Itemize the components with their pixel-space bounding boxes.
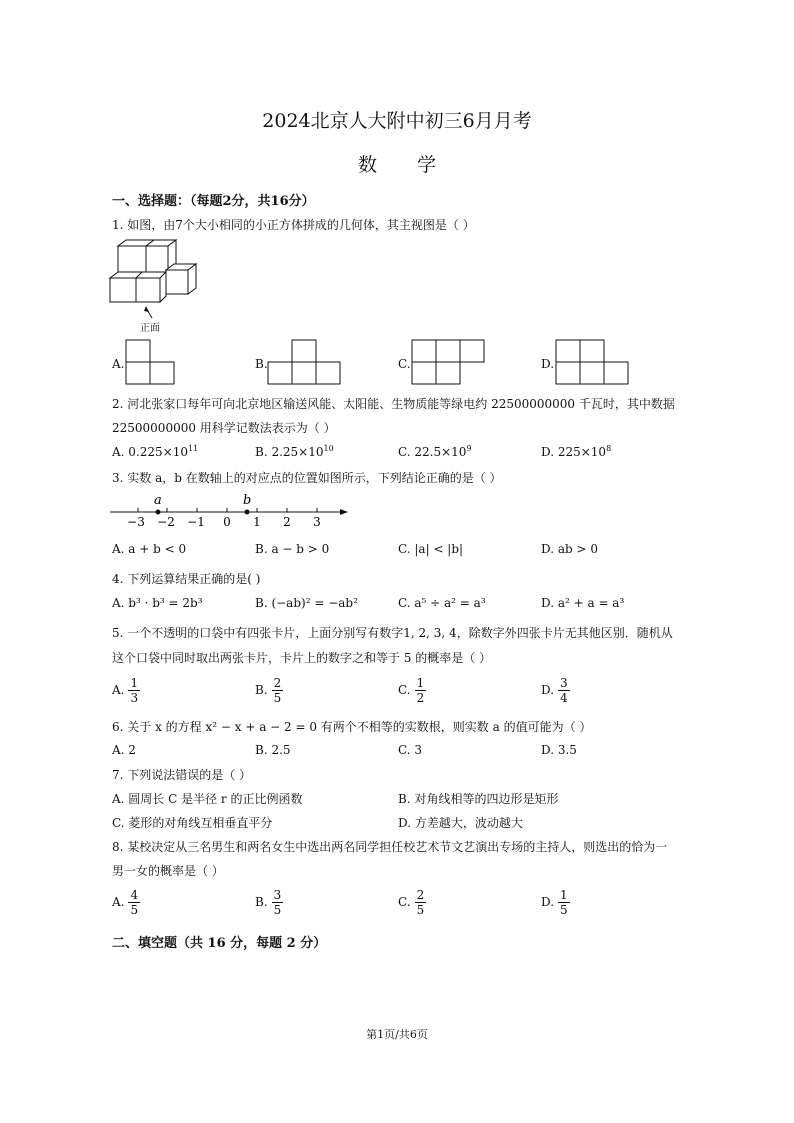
- point-b-label: b: [243, 493, 252, 508]
- q2-option-d[interactable]: D. $225\times 10^8$: [541, 444, 612, 459]
- q1-option-d-figure[interactable]: [554, 338, 630, 386]
- q1-option-a-figure[interactable]: [124, 338, 176, 386]
- q1-option-b-label: B.: [255, 357, 268, 371]
- q6-option-a[interactable]: A. 2: [112, 743, 136, 757]
- q3-option-a[interactable]: A. a + b < 0: [112, 542, 187, 556]
- tick-label: −1: [187, 515, 205, 529]
- number-line: [108, 490, 358, 530]
- question-4-stem: 4. 下列运算结果正确的是( ): [112, 572, 261, 586]
- front-view-label: 正面: [140, 323, 160, 334]
- subject-title: 数学: [357, 154, 476, 176]
- q1-option-c-label: C.: [398, 357, 411, 371]
- q4-option-d[interactable]: D. a² + a = a³: [541, 596, 625, 610]
- q1-option-d-label: D.: [541, 357, 555, 371]
- question-3-stem: 3. 实数 a，b 在数轴上的对应点的位置如图所示，下列结论正确的是（ ）: [112, 471, 502, 485]
- q8-option-d[interactable]: D. $\frac{1}{5}$: [541, 888, 568, 917]
- q6-option-d[interactable]: D. 3.5: [541, 743, 577, 757]
- q5-option-a[interactable]: A. $\frac{1}{3}$: [112, 676, 139, 705]
- tick-label: −3: [127, 515, 145, 529]
- q3-option-c[interactable]: C. |a| < |b|: [398, 542, 464, 556]
- q3-option-d[interactable]: D. ab > 0: [541, 542, 598, 556]
- question-1-stem: 1. 如图，由7个大小相同的小正方体拼成的几何体，其主视图是（ ）: [112, 218, 475, 232]
- q4-option-a[interactable]: A. b³ · b³ = 2b³: [112, 596, 203, 610]
- q7-option-c[interactable]: C. 菱形的对角线互相垂直平分: [112, 816, 273, 830]
- q7-option-b[interactable]: B. 对角线相等的四边形是矩形: [398, 792, 559, 806]
- point-a-dot: [156, 510, 161, 515]
- q8-option-a[interactable]: A. $\frac{4}{5}$: [112, 888, 139, 917]
- tick-label: −2: [157, 515, 175, 529]
- q1-option-b-figure[interactable]: [266, 338, 342, 386]
- q4-option-c[interactable]: C. a⁵ ÷ a² = a³: [398, 596, 486, 610]
- q4-option-b[interactable]: B. (−ab)² = −ab²: [255, 596, 358, 610]
- question-8-stem-line2: 男一女的概率是（ ）: [112, 864, 224, 878]
- q3-option-b[interactable]: B. a − b > 0: [255, 542, 330, 556]
- q5-option-c[interactable]: C. $\frac{1}{2}$: [398, 676, 425, 705]
- point-a-label: a: [154, 493, 162, 508]
- tick-label: 0: [223, 515, 231, 529]
- section-heading-fill: 二、填空题（共 16 分，每题 2 分）: [112, 936, 327, 951]
- section-heading-choice: 一、选择题：（每题2分，共16分）: [112, 194, 315, 209]
- question-2-stem-line1: 2. 河北张家口每年可向北京地区输送风能、太阳能、生物质能等绿电约 22500000000 千瓦时，其中数据: [112, 397, 675, 411]
- q5-option-d[interactable]: D. $\frac{3}{4}$: [541, 676, 568, 705]
- q6-option-b[interactable]: B. 2.5: [255, 743, 291, 757]
- q2-option-c[interactable]: C. $22.5\times 10^9$: [398, 444, 472, 459]
- question-8-stem-line1: 8. 某校决定从三名男生和两名女生中选出两名同学担任校艺术节文艺演出专场的主持人，则选出的恰为一: [112, 840, 668, 854]
- question-2-stem-line2: 22500000000 用科学记数法表示为（ ）: [112, 421, 336, 435]
- question-6-stem: 6. 关于 x 的方程 x² − x + a − 2 = 0 有两个不相等的实数根，则实数 a 的值可能为（ ）: [112, 720, 592, 734]
- tick-label: 1: [253, 515, 261, 529]
- question-5-stem-line1: 5. 一个不透明的口袋中有四张卡片，上面分别写有数字1, 2, 3, 4，除数字外四张卡片无其他区别．随机从: [112, 626, 673, 640]
- page-footer: 第1页/共6页: [366, 1028, 428, 1041]
- q8-option-c[interactable]: C. $\frac{2}{5}$: [398, 888, 425, 917]
- q2-option-a[interactable]: A. $0.225\times 10^{11}$: [112, 444, 199, 459]
- q1-option-a-label: A.: [112, 357, 125, 371]
- tick-label: 2: [283, 515, 291, 529]
- q6-option-c[interactable]: C. 3: [398, 743, 423, 757]
- question-7-stem: 7. 下列说法错误的是（ ）: [112, 768, 252, 782]
- q8-option-b[interactable]: B. $\frac{3}{5}$: [255, 888, 282, 917]
- q5-option-b[interactable]: B. $\frac{2}{5}$: [255, 676, 282, 705]
- tick-label: 3: [313, 515, 321, 529]
- q7-option-a[interactable]: A. 圆周长 C 是半径 r 的正比例函数: [112, 792, 303, 806]
- q1-option-c-figure[interactable]: [410, 338, 486, 386]
- page-title: 2024北京人大附中初三6月月考: [262, 110, 532, 132]
- q2-option-b[interactable]: B. $2.25\times 10^{10}$: [255, 444, 334, 459]
- point-b-dot: [245, 510, 250, 515]
- q7-option-d[interactable]: D. 方差越大，波动越大: [398, 816, 523, 830]
- question-5-stem-line2: 这个口袋中同时取出两张卡片，卡片上的数字之和等于 5 的概率是（ ）: [112, 651, 492, 665]
